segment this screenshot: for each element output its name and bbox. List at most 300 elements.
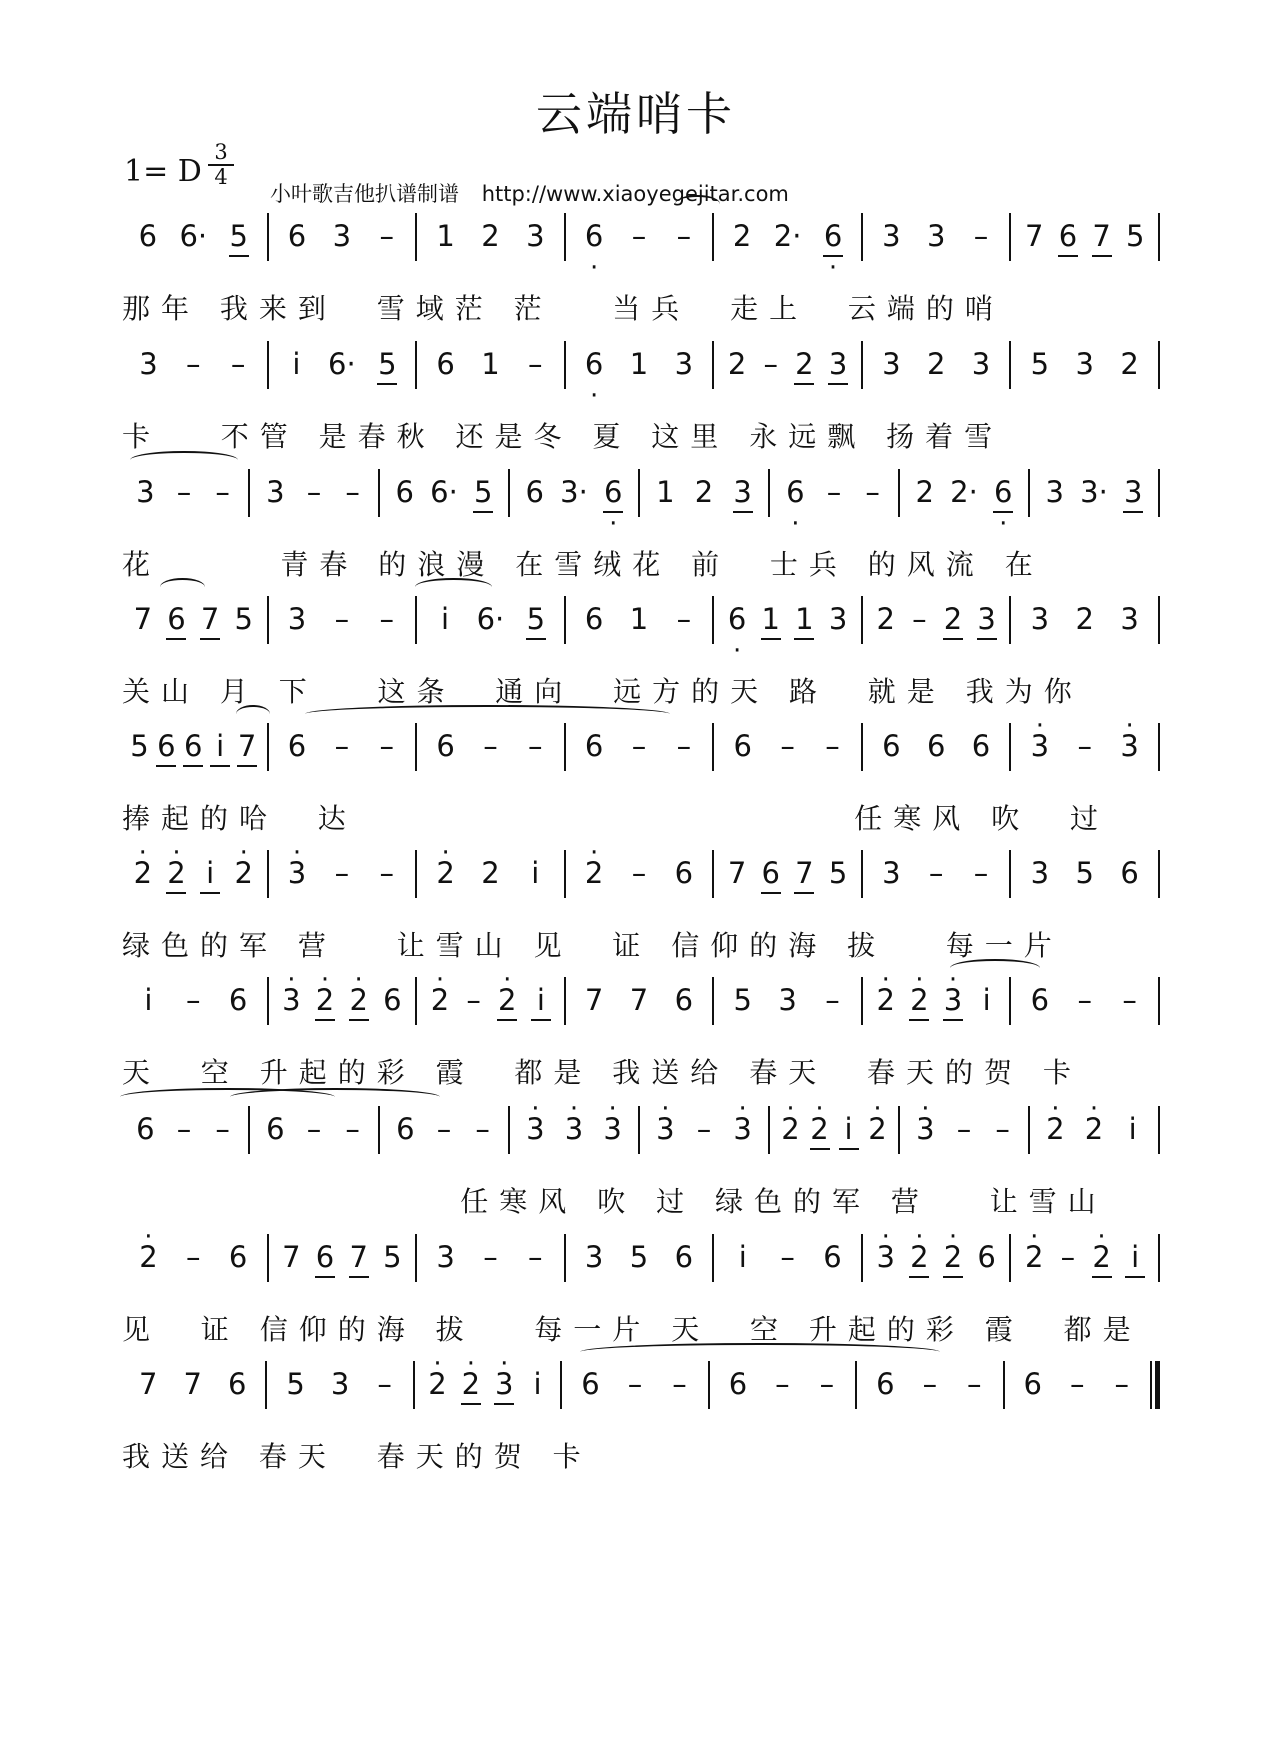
note: – [345,1112,360,1146]
note: – [186,347,201,381]
note: · 2 [1043,1112,1067,1146]
note: 2 [732,219,752,253]
note: 6 [228,1240,248,1274]
note: 7 [347,1240,371,1274]
note: i [1123,1240,1147,1274]
note: 2 [926,347,946,381]
score-line [120,1353,1160,1493]
note: 5 [375,347,399,381]
note: – [215,1112,230,1146]
note: · 2 [779,1112,803,1146]
measure [714,842,861,904]
note: · 2 [131,856,155,890]
note: 2 [694,475,714,509]
note: 3 [139,347,158,381]
note: 3 [1045,475,1064,509]
lyrics-line: 关山 月 下 这条 通向 远方的天 路 就是 我为你 [122,675,1083,708]
barline [1150,1361,1160,1409]
note: – [379,856,394,890]
barline [1158,213,1160,261]
note: – [483,1240,498,1274]
barline [1158,596,1160,644]
note: i [144,983,153,1017]
note: 7 [235,729,259,763]
measure [1030,461,1158,523]
note: 5 [1125,219,1145,253]
note: 6 [733,729,752,763]
measure [510,461,638,523]
note: – [334,602,350,636]
note: 6 [584,729,604,763]
barline [1158,341,1160,389]
note: 3 [1121,475,1145,509]
note: 5 [471,475,495,509]
note: – [672,1367,687,1401]
measure [269,842,416,904]
note: – [306,475,322,509]
credit-line [270,178,805,208]
measure [863,588,1010,650]
measure-row [120,969,1160,1031]
credit-label: 小叶歌吉他扒谱制谱 [270,182,459,206]
note: – [483,729,498,763]
note: · 2 [1022,1240,1046,1274]
note: 5 [130,729,149,763]
note: · 2 [907,983,931,1017]
tie-mark [160,578,205,596]
measure-row [120,588,1160,650]
note: 7 [198,602,222,636]
note: · 6 [582,347,606,381]
note: 6 [581,1367,600,1401]
note: – [215,475,230,509]
measure [714,333,861,395]
measure-row [120,333,1160,395]
measure [120,1353,265,1415]
note: · 6 [601,475,625,509]
note: – [973,856,989,890]
lyrics-line: 花 青春 的浪漫 在雪绒花 前 士兵 的风流 在 [122,548,1044,581]
measure [269,333,416,395]
note: · 6 [725,602,749,636]
note: · 2 [495,983,519,1017]
note: 2 [876,602,895,636]
barline [1158,723,1160,771]
measure [640,461,768,523]
measure [269,715,416,777]
note: 3 [266,475,285,509]
measure [380,461,508,523]
note: 5 [828,856,848,890]
note: – [528,1240,543,1274]
measure [1030,1098,1158,1160]
measure [417,842,564,904]
time-signature [208,142,234,188]
measure-row [120,1098,1160,1160]
note: – [1114,1367,1129,1401]
note: 1 [436,219,455,253]
measure [863,333,1010,395]
note: 7 [183,1367,202,1401]
measure [120,588,267,650]
note: – [627,1367,643,1401]
note: 6 [525,475,544,509]
note: i [208,729,232,763]
score-line [120,715,1160,855]
measure [120,205,267,267]
measure [566,842,713,904]
note: i [738,1240,747,1274]
measure [1011,588,1158,650]
note: · 2 [866,1112,890,1146]
lyrics-line: 任寒风 吹 过 绿色的军 营 让雪山 [122,1185,1107,1218]
note: · 3 [279,983,303,1017]
note: 6 [584,602,604,636]
note: 6 [1120,856,1139,890]
note: – [780,729,795,763]
measure [770,1098,898,1160]
note: – [334,729,350,763]
note: 2 [1120,347,1139,381]
note: 5 [383,1240,402,1274]
note: – [825,983,840,1017]
note: 7 [282,1240,301,1274]
note: – [912,602,927,636]
note: – [436,1112,452,1146]
note: · 2 [426,1367,450,1401]
barline [1158,977,1160,1025]
measure [120,1098,248,1160]
note: 7 [1025,219,1044,253]
measure [417,333,564,395]
note: · 6 [783,475,807,509]
note: – [922,1367,938,1401]
measure [863,715,1010,777]
note: – [1077,729,1092,763]
note: i [531,856,540,890]
note: i [440,602,449,636]
note: 7 [584,983,604,1017]
note: – [377,1367,392,1401]
measure [714,588,861,650]
measure-row [120,205,1160,267]
note: – [956,1112,972,1146]
note: · 3 [523,1112,547,1146]
tie-mark [580,1343,940,1361]
note: 2 [481,856,500,890]
note: · 2 [164,856,188,890]
measure [1011,842,1158,904]
score-line [120,461,1160,601]
measure [566,969,713,1031]
note: – [826,475,842,509]
note: 3 [882,856,901,890]
note: 6 [876,1367,895,1401]
measure [1011,969,1158,1031]
note: – [1060,1240,1076,1274]
credit-url[interactable]: http://www.xiaoyegejitar.com [481,182,789,206]
note: · 2 [459,1367,483,1401]
note: 5 [227,219,251,253]
note: – [186,983,201,1017]
note: 6 [674,983,694,1017]
measure [863,969,1010,1031]
note: · 6 [582,219,606,253]
meter-top: 3 [214,140,228,164]
note: · 2 [313,983,337,1017]
note: 1 [629,347,649,381]
note: 6 [971,729,991,763]
note: · 3 [731,1112,755,1146]
note: – [1122,983,1137,1017]
note: 1 [656,475,675,509]
song-title: 云端哨卡 [536,87,736,141]
note: – [345,475,360,509]
note: 2 [481,219,500,253]
measure [566,333,713,395]
measure [417,715,564,777]
measure [1011,1226,1158,1288]
note: – [186,1240,201,1274]
note: 6 [313,1240,337,1274]
measure [417,205,564,267]
note: 6 [138,219,158,253]
note: – [865,475,880,509]
note: 6 [164,602,188,636]
note: · 3 [913,1112,937,1146]
note: 7 [1090,219,1114,253]
measure [863,842,1010,904]
lyrics-line: 天 空 升起的彩 霞 都是 我送给 春天 春天的贺 卡 [122,1056,1082,1089]
barline [1158,850,1160,898]
score-line [120,205,1160,345]
note: i [837,1112,861,1146]
note: 3 [926,219,946,253]
note: – [230,347,246,381]
measure-row [120,1226,1160,1288]
measure [120,969,267,1031]
note: – [696,1112,712,1146]
measure [640,1098,768,1160]
note: · 3 [653,1112,677,1146]
barline [1158,1106,1160,1154]
note: i [1128,1112,1137,1146]
measure [250,1098,378,1160]
tie-mark [130,451,238,469]
note: 3 [526,219,545,253]
score-line [120,588,1160,728]
note: i [198,856,222,890]
note: · 3 [1118,729,1142,763]
note: · 2 [347,983,371,1017]
note: – [967,1367,982,1401]
measure [863,205,1010,267]
score-line [120,1098,1160,1238]
measure-row [120,1353,1160,1415]
note: 6· [476,602,505,636]
tie-mark [415,578,492,596]
note: – [176,1112,192,1146]
note: · 3 [601,1112,625,1146]
note: 2 [792,347,816,381]
note: – [306,1112,322,1146]
measure [269,205,416,267]
tie-mark [305,705,670,723]
note: 3 [287,602,307,636]
note: – [631,729,647,763]
note: 6 [287,729,307,763]
note: · 3 [1028,729,1052,763]
note: 3 [1120,602,1139,636]
measure [269,1226,416,1288]
note: – [176,475,192,509]
measure [269,588,416,650]
note: 1 [481,347,500,381]
note: 6· [430,475,458,509]
measure [417,969,564,1031]
measure [380,1098,508,1160]
note: – [466,983,481,1017]
measure [714,969,861,1031]
note: 6 [977,1240,996,1274]
note: 5 [733,983,752,1017]
measure [566,1226,713,1288]
note: – [1069,1367,1085,1401]
measure [120,715,267,777]
note: 3 [828,602,848,636]
measure [269,969,416,1031]
note: 6 [136,1112,155,1146]
note: 1 [792,602,816,636]
note: 6 [1056,219,1080,253]
note: 6 [228,983,248,1017]
note: · 3 [874,1240,898,1274]
measure [120,1226,267,1288]
note: – [819,1367,835,1401]
measure [250,461,378,523]
measure [415,1353,560,1415]
note: · 2 [1082,1112,1106,1146]
note: 1 [759,602,783,636]
note: 6 [383,983,402,1017]
note: 2· [950,475,978,509]
note: – [825,729,840,763]
note: 3 [731,475,755,509]
note: 6 [154,729,178,763]
note: 2 [915,475,934,509]
note: 7 [133,602,153,636]
note: – [475,1112,490,1146]
measure [562,1353,707,1415]
note: – [676,602,692,636]
measure [714,205,861,267]
note: 5 [629,1240,649,1274]
lyrics-line: 那年 我来到 雪域茫 茫 当兵 走上 云端的哨 [122,292,1004,325]
note: · 2 [136,1240,160,1274]
measure [1011,333,1158,395]
note: 6 [227,1367,247,1401]
note: – [379,219,394,253]
barline [1158,1234,1160,1282]
note: 7 [792,856,816,890]
note: 3 [975,602,999,636]
note: 6 [823,1240,842,1274]
note: 3 [436,1240,455,1274]
note: – [995,1112,1010,1146]
lyrics-line: 见 证 信仰的海 拔 每一片 天 空 升起的彩 霞 都是 [122,1313,1142,1346]
note: i [292,347,301,381]
note: i [529,983,553,1017]
measure-row [120,715,1160,777]
tie-mark [950,959,1040,977]
note: 6 [1023,1367,1042,1401]
lyrics-line: 绿色的军 营 让雪山 见 证 信仰的海 拔 每一片 [122,929,1063,962]
meter-bottom: 4 [214,165,228,189]
measure [566,588,713,650]
lyrics-line: 我送给 春天 春天的贺 卡 [122,1440,592,1473]
note: – [528,347,543,381]
note: 3 [136,475,155,509]
note: – [379,729,394,763]
note: · 3 [941,983,965,1017]
note: 6 [287,219,307,253]
measure [267,1353,412,1415]
measure [120,461,248,523]
note: i [982,983,991,1017]
note: 5 [524,602,548,636]
note: – [631,219,647,253]
note: 2· [773,219,802,253]
note: – [631,856,647,890]
note: · 3 [492,1367,516,1401]
measure [120,333,267,395]
barline [1158,469,1160,517]
note: 3 [778,983,797,1017]
tie-mark [230,1088,440,1106]
note: 6· [328,347,356,381]
note: · 2 [1090,1240,1114,1274]
measure [1011,205,1158,267]
note: 3 [826,347,850,381]
tie-mark [675,195,720,213]
note: · 6 [991,475,1015,509]
note: – [928,856,944,890]
measure [566,205,713,267]
note: · 6 [821,219,845,253]
note: 6 [674,856,694,890]
measure [417,588,564,650]
note: – [676,729,692,763]
note: · 3 [285,856,309,890]
note: 6 [395,475,414,509]
note: – [973,219,989,253]
measure [770,461,898,523]
lyrics-line: 卡 不管 是春秋 还是冬 夏 这里 永远飘 扬着雪 [122,420,1004,453]
key-signature: 1= D [124,154,202,189]
note: – [379,602,394,636]
note: 6 [181,729,205,763]
measure [710,1353,855,1415]
measure-row [120,842,1160,904]
measure [1011,715,1158,777]
note: 2 [941,602,965,636]
note: – [775,1367,790,1401]
note: · 2 [582,856,606,890]
measure [714,715,861,777]
note: 5 [1075,856,1094,890]
note: · 2 [434,856,458,890]
note: 6 [882,729,901,763]
